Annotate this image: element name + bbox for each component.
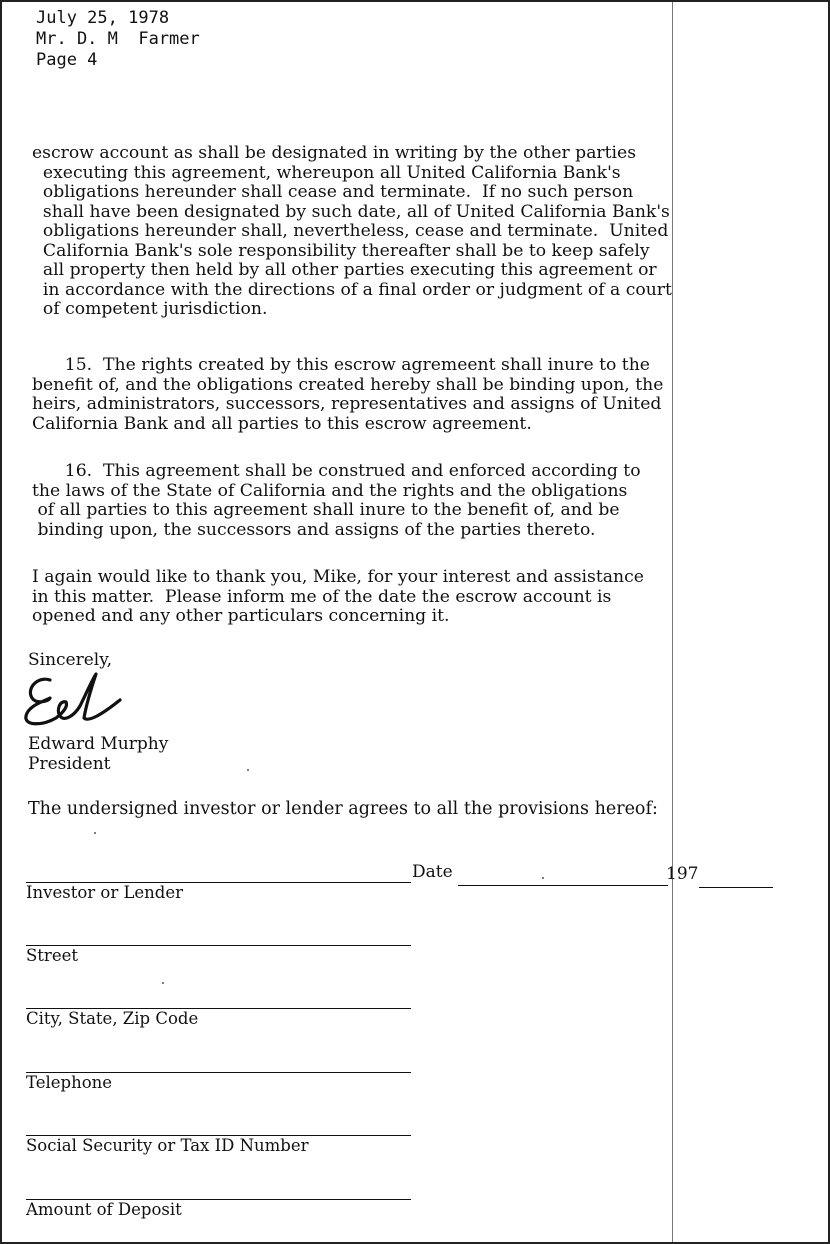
field-label: Social Security or Tax ID Number: [26, 1136, 309, 1155]
text-line: I again would like to thank you, Mike, for your interest and assistance: [32, 567, 644, 587]
paragraph-14-continued: [32, 144, 672, 320]
text-line: obligations hereunder shall, nevertheless, cease and terminate. United: [32, 221, 669, 241]
text-line: heirs, administrators, successors, representatives and assigns of United: [32, 394, 662, 414]
text-line: escrow account as shall be designated in writing by the other parties: [32, 143, 637, 163]
signer-name: Edward Murphy: [28, 734, 169, 754]
text-line: benefit of, and the obligations created hereby shall be binding upon, the: [32, 374, 664, 395]
text-line: California Bank's sole responsibility thereafter shall be to keep safely: [32, 240, 650, 261]
text-line: all property then held by all other parties executing this agreement or: [32, 260, 657, 280]
date-label: Date: [412, 862, 453, 882]
text-line: 15. The rights created by this escrow agremeent shall inure to the: [32, 355, 650, 375]
text-line: obligations hereunder shall cease and terminate. If no such person: [32, 182, 634, 202]
paragraph-16: [32, 462, 641, 540]
scan-speck: [94, 832, 96, 834]
header-page: Page 4: [36, 50, 98, 70]
field-rule: [26, 945, 411, 946]
signer-title: President: [28, 754, 111, 774]
text-line: shall have been designated by such date, all of United California Bank's: [32, 201, 670, 222]
paragraph-15: [32, 356, 663, 434]
field-label: Investor or Lender: [26, 883, 184, 902]
text-line: the laws of the State of California and the rights and the obligations: [32, 480, 628, 501]
text-line: of competent jurisdiction.: [32, 299, 268, 319]
scan-fold-line: [672, 2, 673, 1242]
year-input-rule[interactable]: [699, 887, 773, 888]
year-prefix: 197: [666, 864, 699, 884]
text-line: binding upon, the successors and assigns of the parties thereto.: [32, 519, 596, 540]
text-line: opened and any other particulars concerning it.: [32, 606, 450, 626]
scan-speck: [542, 877, 544, 879]
text-line: of all parties to this agreement shall inure to the benefit of, and be: [32, 500, 620, 520]
text-line: executing this agreement, whereupon all United California Bank's: [32, 162, 621, 183]
agreement-statement: The undersigned investor or lender agrees to all the provisions hereof:: [28, 799, 658, 819]
header-recipient: Mr. D. M Farmer: [36, 29, 200, 49]
letter-header: [36, 8, 200, 71]
header-date: July 25, 1978: [36, 8, 170, 28]
text-line: California Bank and all parties to this escrow agreement.: [32, 413, 532, 434]
text-line: in this matter. Please inform me of the date the escrow account is: [32, 586, 612, 607]
field-label: Amount of Deposit: [26, 1200, 182, 1219]
field-label: Telephone: [26, 1073, 113, 1092]
handwritten-signature: [20, 666, 140, 730]
text-line: in accordance with the directions of a final order or judgment of a court: [32, 279, 672, 300]
scan-speck: [162, 982, 164, 984]
scan-speck: [247, 769, 249, 771]
thanks-paragraph: [32, 568, 644, 627]
field-label: City, State, Zip Code: [26, 1009, 199, 1028]
field-label: Street: [26, 946, 78, 965]
date-input-rule[interactable]: [458, 885, 668, 886]
closing-salutation: Sincerely,: [28, 650, 112, 670]
text-line: 16. This agreement shall be construed and enforced according to: [32, 461, 641, 481]
